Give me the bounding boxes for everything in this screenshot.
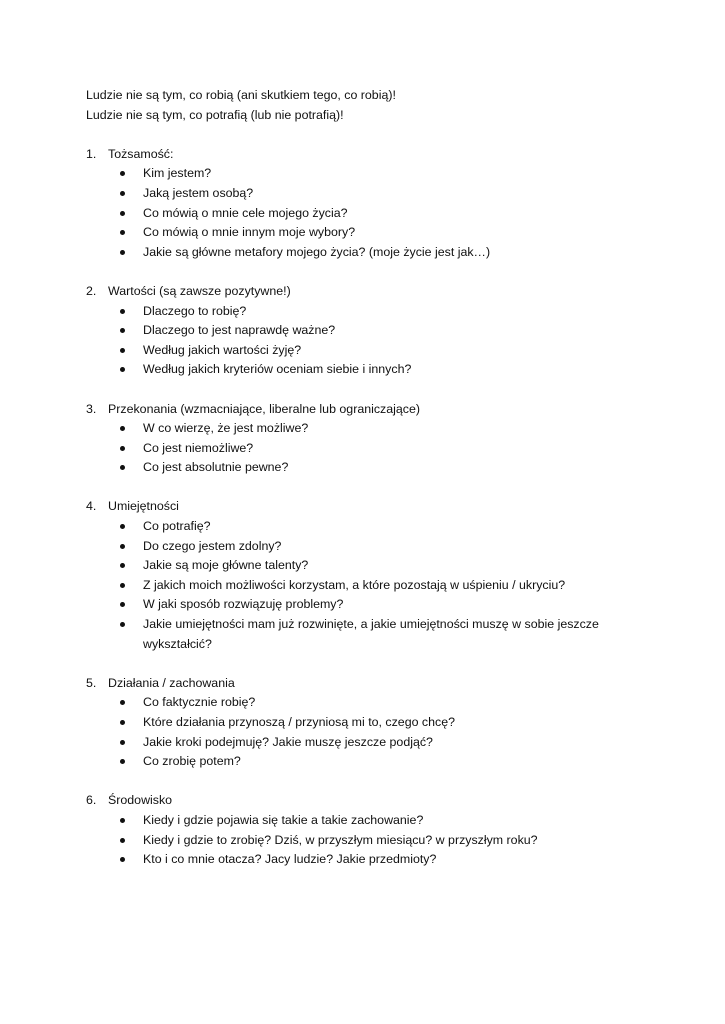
bullet-list [86,517,646,654]
list-item [86,164,646,184]
intro [86,86,646,125]
list-item [86,302,646,322]
section-identity [86,145,646,263]
list-item [86,243,646,263]
list-item-text: Co jest niemożliwe? [143,440,254,455]
bullet-icon [120,759,125,764]
list-item-text: Z jakich moich możliwości korzystam, a które pozostają w uśpieniu / ukryciu? [143,577,566,592]
bullet-list [86,693,646,771]
list-item-text: Kto i co mnie otacza? Jacy ludzie? Jakie przedmioty? [143,852,437,867]
bullet-icon [120,446,125,451]
list-item [86,693,646,713]
bullet-icon [120,622,125,627]
list-item-text: Kiedy i gdzie pojawia się takie a takie zachowanie? [143,812,424,827]
section-number: 6. [86,793,97,808]
bullet-icon [120,583,125,588]
section-environment [86,791,646,869]
section-values [86,282,646,380]
bullet-icon [120,230,125,235]
section-title: Przekonania (wzmacniające, liberalne lub ograniczające) [108,401,420,416]
list-item [86,713,646,733]
bullet-icon [120,465,125,470]
list-item-text: Kim jestem? [143,166,212,181]
list-item [86,850,646,870]
list-item [86,733,646,753]
section-heading [86,145,646,165]
section-number: 3. [86,401,97,416]
bullet-list [86,419,646,478]
list-item [86,615,646,654]
document-content [86,86,646,870]
list-item-text: Według jakich wartości żyję? [143,342,302,357]
list-item [86,752,646,772]
list-item [86,439,646,459]
section-number: 2. [86,283,97,298]
list-item-text: Jakie kroki podejmuję? Jakie muszę jeszcze podjąć? [143,734,433,749]
section-skills [86,497,646,654]
section-actions [86,674,646,772]
bullet-icon [120,328,125,333]
section-heading [86,674,646,694]
bullet-icon [120,524,125,529]
section-number: 1. [86,146,97,161]
section-heading [86,497,646,517]
section-title: Środowisko [108,793,173,808]
list-item-text: Jakie są moje główne talenty? [143,558,309,573]
section-title: Działania / zachowania [108,675,235,690]
list-item-text: Jakie umiejętności mam już rozwinięte, a jakie umiejętności muszę w sobie jeszcze wykształcić? [143,617,599,651]
list-item [86,595,646,615]
list-item [86,360,646,380]
list-item-text: Według jakich kryteriów oceniam siebie i innych? [143,362,412,377]
list-item [86,831,646,851]
bullet-list [86,811,646,870]
bullet-icon [120,211,125,216]
bullet-icon [120,838,125,843]
section-number: 5. [86,675,97,690]
list-item [86,321,646,341]
bullet-icon [120,740,125,745]
bullet-icon [120,857,125,862]
bullet-icon [120,720,125,725]
section-title: Umiejętności [108,499,179,514]
intro-line: Ludzie nie są tym, co potrafią (lub nie potrafią)! [86,107,344,122]
list-item-text: Co faktycznie robię? [143,695,256,710]
bullet-icon [120,250,125,255]
bullet-icon [120,309,125,314]
list-item [86,576,646,596]
bullet-icon [120,426,125,431]
list-item-text: Co zrobię potem? [143,754,241,769]
list-item-text: Jakie są główne metafory mojego życia? (moje życie jest jak…) [143,244,491,259]
section-heading [86,282,646,302]
list-item-text: Jaką jestem osobą? [143,185,254,200]
list-item-text: W jaki sposób rozwiązuję problemy? [143,597,344,612]
bullet-icon [120,700,125,705]
list-item [86,223,646,243]
section-heading [86,791,646,811]
list-item [86,517,646,537]
list-item-text: Do czego jestem zdolny? [143,538,282,553]
list-item-text: Co mówią o mnie innym moje wybory? [143,225,356,240]
list-item-text: Kiedy i gdzie to zrobię? Dziś, w przyszłym miesiącu? w przyszłym roku? [143,832,538,847]
section-beliefs [86,400,646,478]
bullet-list [86,302,646,380]
list-item-text: Dlaczego to jest naprawdę ważne? [143,323,336,338]
section-title: Tożsamość: [108,146,174,161]
list-item [86,458,646,478]
bullet-icon [120,348,125,353]
bullet-icon [120,171,125,176]
list-item-text: Co potrafię? [143,519,211,534]
list-item-text: W co wierzę, że jest możliwe? [143,421,309,436]
list-item [86,556,646,576]
section-number: 4. [86,499,97,514]
bullet-icon [120,544,125,549]
list-item-text: Co jest absolutnie pewne? [143,460,289,475]
bullet-list [86,164,646,262]
section-heading [86,400,646,420]
list-item [86,184,646,204]
intro-line: Ludzie nie są tym, co robią (ani skutkiem tego, co robią)! [86,88,396,102]
bullet-icon [120,191,125,196]
bullet-icon [120,602,125,607]
list-item [86,341,646,361]
bullet-icon [120,563,125,568]
list-item-text: Co mówią o mnie cele mojego życia? [143,205,348,220]
list-item [86,537,646,557]
list-item [86,811,646,831]
list-item [86,204,646,224]
section-title: Wartości (są zawsze pozytywne!) [108,283,291,298]
list-item-text: Które działania przynoszą / przyniosą mi to, czego chcę? [143,715,455,729]
list-item-text: Dlaczego to robię? [143,303,247,318]
bullet-icon [120,367,125,372]
bullet-icon [120,818,125,823]
list-item [86,419,646,439]
